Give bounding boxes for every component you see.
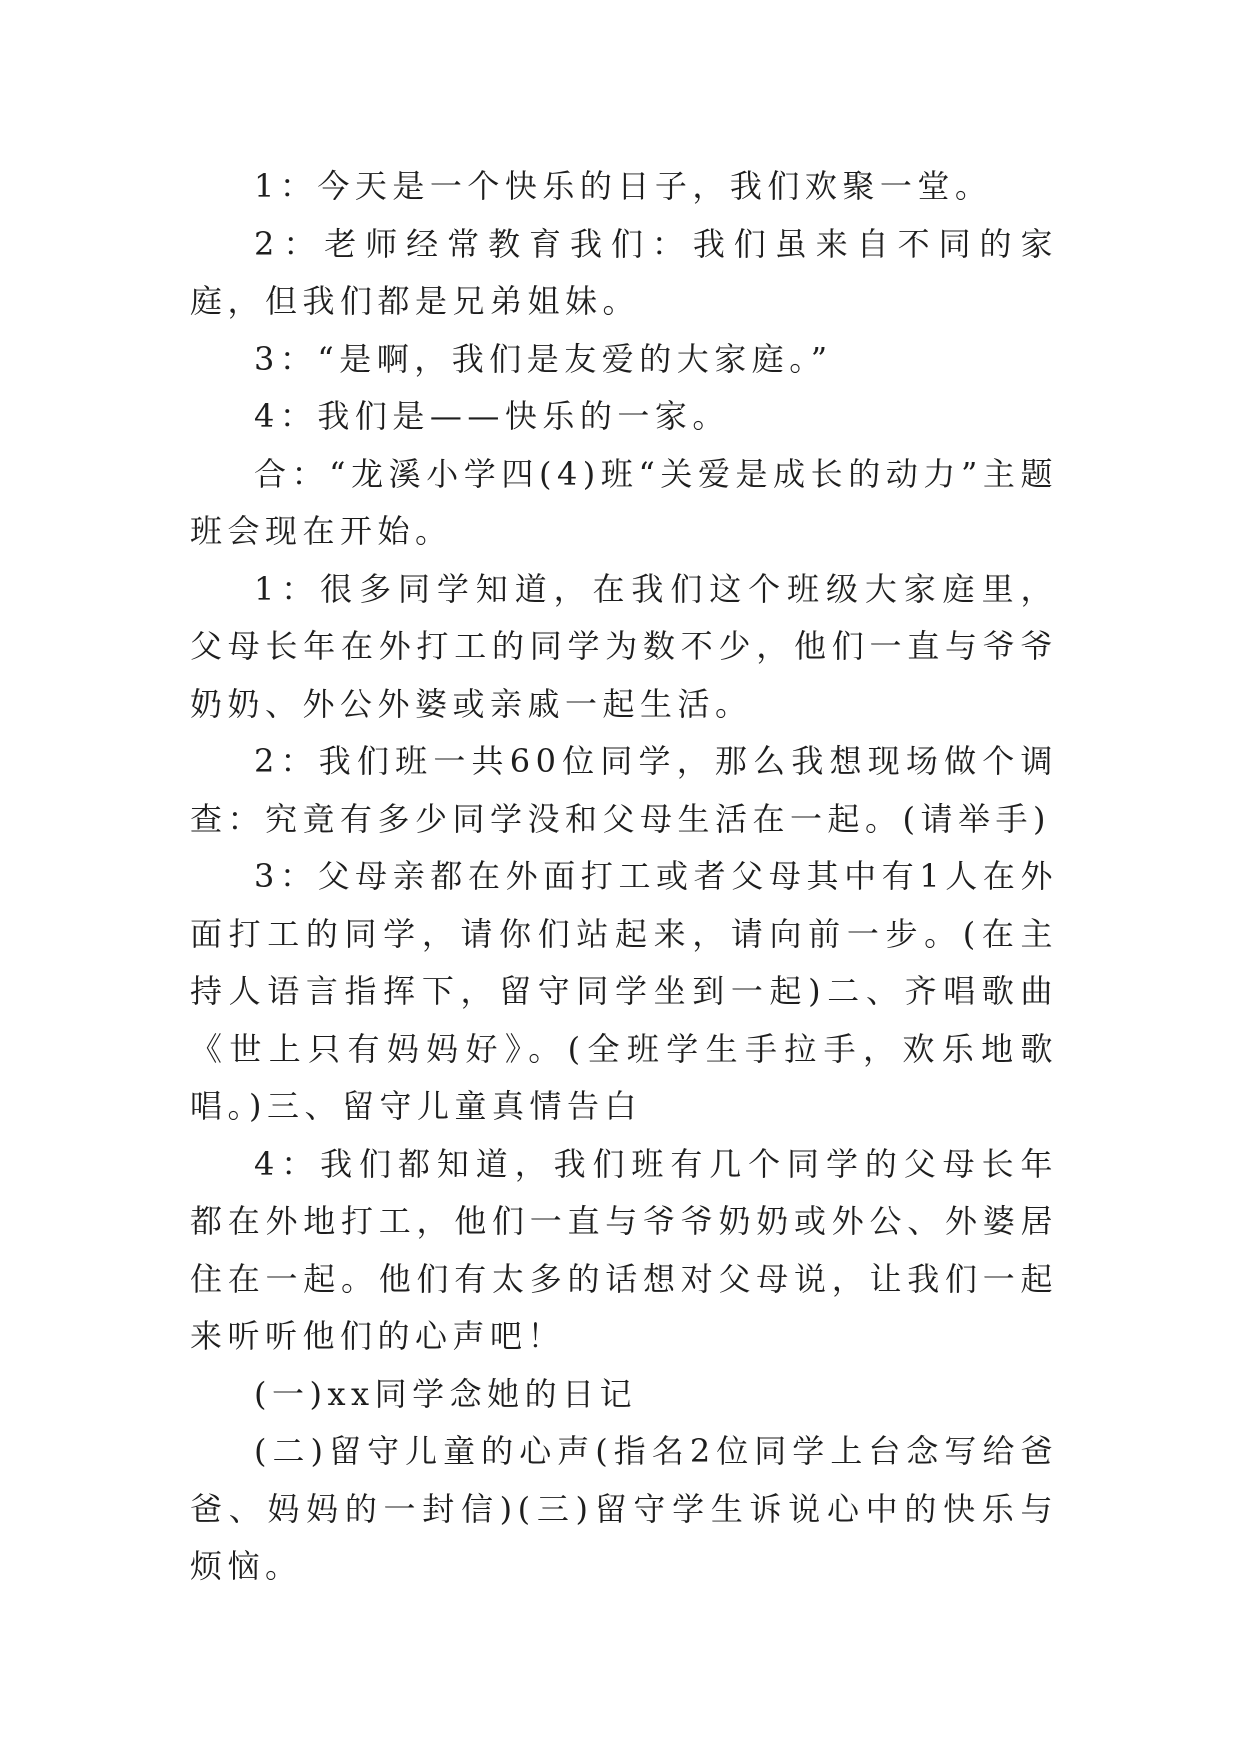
paragraph: 合：“龙溪小学四(4)班“关爱是成长的动力”主题班会现在开始。	[190, 454, 1058, 550]
paragraph: 4：我们是——快乐的一家。	[254, 397, 730, 435]
document-body	[190, 158, 1058, 1596]
paragraph: 3：父母亲都在外面打工或者父母其中有1人在外面打工的同学，请你们站起来，请向前一步。(在主持人语言指挥下，留守同学坐到一起)二、齐唱歌曲《世上只有妈妈好》。(全班学生手拉手，欢乐地歌唱。)三、留守儿童真情告白	[190, 857, 1058, 1125]
paragraph: 4：我们都知道，我们班有几个同学的父母长年都在外地打工，他们一直与爷爷奶奶或外公、外婆居住在一起。他们有太多的话想对父母说，让我们一起来听听他们的心声吧！	[190, 1144, 1058, 1355]
paragraph: 2：老师经常教育我们：我们虽来自不同的家庭，但我们都是兄弟姐妹。	[190, 224, 1058, 320]
paragraph: 1：今天是一个快乐的日子，我们欢聚一堂。	[254, 167, 993, 205]
paragraph: (二)留守儿童的心声(指名2位同学上台念写给爸爸、妈妈的一封信)(三)留守学生诉说心中的快乐与烦恼。	[190, 1432, 1058, 1585]
paragraph: 1：很多同学知道，在我们这个班级大家庭里，父母长年在外打工的同学为数不少，他们一直与爷爷奶奶、外公外婆或亲戚一起生活。	[190, 569, 1058, 723]
paragraph: 3：“是啊，我们是友爱的大家庭。”	[254, 339, 833, 378]
paragraph: (一)xx同学念她的日记	[254, 1374, 638, 1413]
paragraph: 2：我们班一共60位同学，那么我想现场做个调查：究竟有多少同学没和父母生活在一起。(请举手)	[190, 742, 1058, 838]
